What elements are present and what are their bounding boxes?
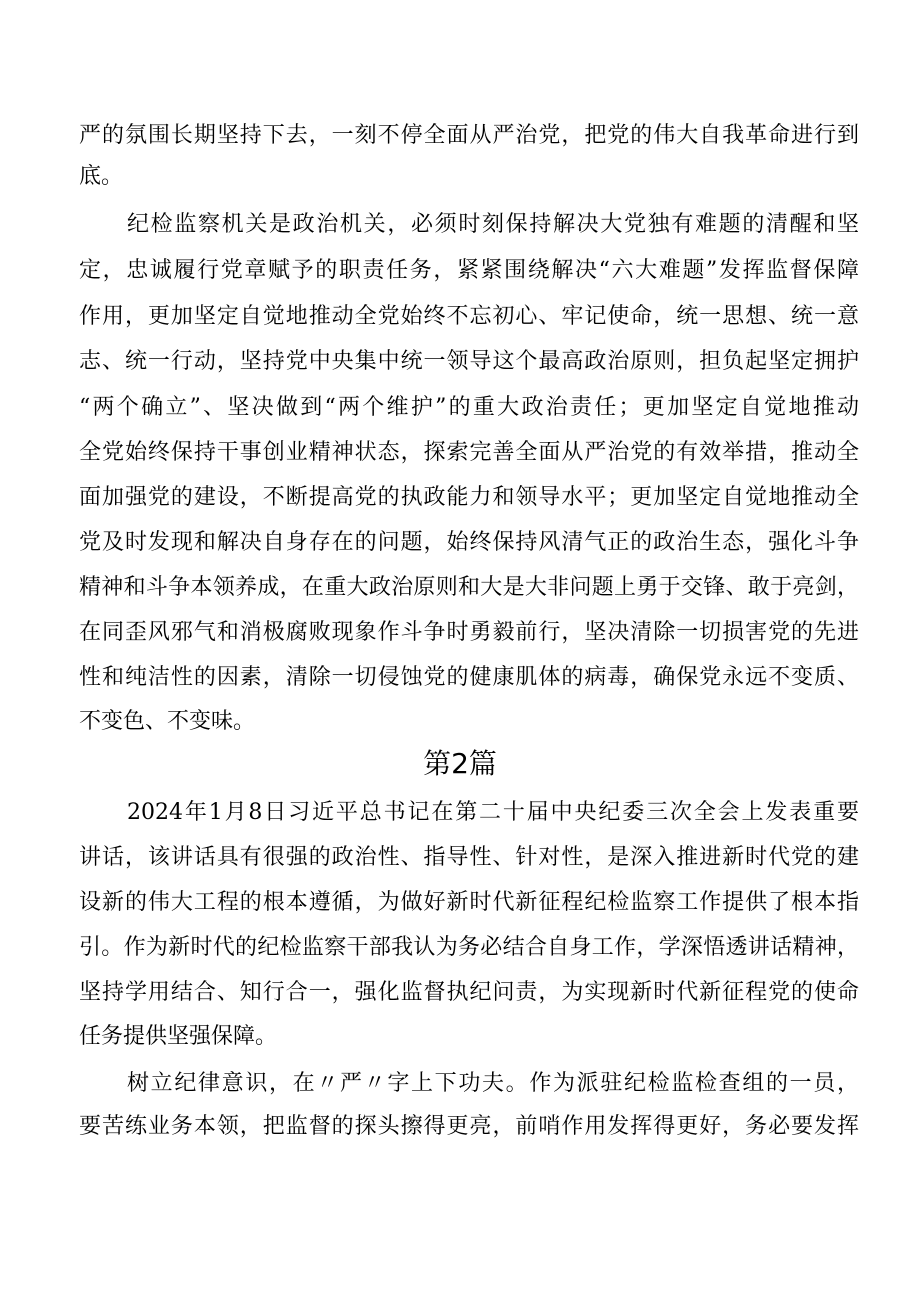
paragraph-line: 2024年1月8日习近平总书记在第二十届中央纪委三次全会上发表重要 [127, 800, 859, 825]
paragraph-line: 讲话，该讲话具有很强的政治性、指导性、针对性，是深入推进新时代党的建 [79, 845, 859, 870]
paragraph-line: 严的氛围长期坚持下去，一刻不停全面从严治党，把党的伟大自我革命进行到 [79, 123, 859, 148]
paragraph-line: 树立纪律意识，在〃严〃字上下功夫。作为派驻纪检监检查组的一员， [127, 1071, 859, 1096]
paragraph-line: 面加强党的建设，不断提高党的执政能力和领导水平；更加坚定自觉地推动全 [79, 485, 859, 510]
paragraph-line: 设新的伟大工程的根本遵循，为做好新时代新征程纪检监察工作提供了根本指 [79, 890, 859, 915]
paragraph-line: 性和纯洁性的因素，清除一切侵蚀党的健康肌体的病毒，确保党永远不变质、 [79, 665, 859, 690]
paragraph-line: 精神和斗争本领养成，在重大政治原则和大是大非问题上勇于交锋、敢于亮剑， [79, 575, 859, 600]
paragraph-line: 纪检监察机关是政治机关，必须时刻保持解决大党独有难题的清醒和坚 [127, 212, 859, 237]
paragraph-line: “两个确立”、坚决做到“两个维护”的重大政治责任；更加坚定自觉地推动 [79, 395, 859, 420]
paragraph-line: 作用，更加坚定自觉地推动全党始终不忘初心、牢记使命，统一思想、统一意 [79, 304, 859, 329]
section-heading: 第2篇 [423, 747, 497, 780]
paragraph-line: 底。 [79, 164, 124, 189]
paragraph-line: 全党始终保持干事创业精神状态，探索完善全面从严治党的有效举措，推动全 [79, 440, 859, 465]
paragraph-line: 引。作为新时代的纪检监察干部我认为务必结合自身工作，学深悟透讲话精神， [79, 935, 859, 960]
paragraph-line: 要苦练业务本领，把监督的探头擦得更亮，前哨作用发挥得更好，务必要发挥 [79, 1114, 859, 1139]
paragraph-line: 志、统一行动，坚持党中央集中统一领导这个最高政治原则，担负起坚定拥护 [79, 349, 859, 374]
paragraph-line: 定，忠诚履行党章赋予的职责任务，紧紧围绕解决“六大难题”发挥监督保障 [79, 258, 859, 283]
paragraph-line: 坚持学用结合、知行合一，强化监督执纪问责，为实现新时代新征程党的使命 [79, 980, 859, 1005]
paragraph-line: 党及时发现和解决自身存在的问题，始终保持风清气正的政治生态，强化斗争 [79, 530, 859, 555]
paragraph-line: 在同歪风邪气和消极腐败现象作斗争时勇毅前行，坚决清除一切损害党的先进 [79, 620, 859, 645]
paragraph-line: 任务提供坚强保障。 [79, 1024, 278, 1049]
paragraph-line: 不变色、不变味。 [79, 709, 256, 734]
